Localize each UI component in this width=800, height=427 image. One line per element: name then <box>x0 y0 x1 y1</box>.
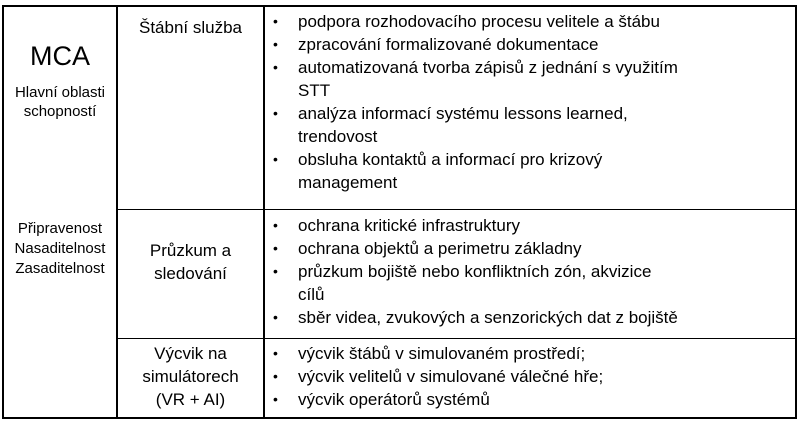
capability-preparedness: Připravenost <box>17 220 103 237</box>
bullet-icon: • <box>273 59 278 75</box>
table-row-staff-service <box>118 7 795 210</box>
list-item: • průzkum bojiště nebo konfliktních zón, akvizice cílů <box>273 262 652 304</box>
bullet-icon: • <box>273 36 278 52</box>
category-cell <box>118 7 265 209</box>
capability-deployability: Nasaditelnost <box>14 240 106 257</box>
list-item: • výcvik operátorů systémů <box>273 390 490 409</box>
category-label: (VR + AI) <box>155 390 226 409</box>
list-item: • analýza informací systému lessons learned, trendovost <box>273 104 628 146</box>
category-cell <box>118 339 265 417</box>
bullet-icon: • <box>273 105 278 121</box>
item-list <box>265 7 795 212</box>
capability-list <box>4 219 116 279</box>
list-item: • podpora rozhodovacího procesu velitele a štábu <box>273 12 660 31</box>
category-cell <box>118 210 265 338</box>
bullet-icon: • <box>273 13 278 29</box>
list-item: • automatizovaná tvorba zápisů z jednání s využitím STT <box>273 58 678 100</box>
category-label: simulátorech <box>142 367 239 386</box>
bullet-icon: • <box>273 151 278 167</box>
category-label: Štábní služba <box>138 18 242 37</box>
bullet-icon: • <box>273 217 278 233</box>
capability-table <box>2 5 797 419</box>
bullet-icon: • <box>273 391 278 407</box>
table-row-simulator-training <box>118 339 795 417</box>
list-item: • zpracování formalizované dokumentace <box>273 35 599 54</box>
mca-subtitle-line: schopností <box>23 103 97 120</box>
capability-sustainability: Zasaditelnost <box>15 260 105 277</box>
list-item: • výcvik velitelů v simulované válečné hře; <box>273 367 604 386</box>
bullet-icon: • <box>273 309 278 325</box>
bullet-icon: • <box>273 368 278 384</box>
list-item: • obsluha kontaktů a informací pro krizový management <box>273 150 603 192</box>
list-item: • výcvik štábů v simulovaném prostředí; <box>273 344 586 363</box>
item-list <box>265 339 795 420</box>
list-item: • ochrana kritické infrastruktury <box>273 216 521 235</box>
mca-title: MCA <box>30 41 90 71</box>
mca-subtitle-line: Hlavní oblasti <box>14 84 106 101</box>
bullet-icon: • <box>273 263 278 279</box>
bullet-icon: • <box>273 240 278 256</box>
item-list <box>265 210 795 342</box>
table-row-reconnaissance <box>118 210 795 339</box>
category-label: Průzkum a <box>149 241 232 260</box>
category-label: Výcvik na <box>154 344 227 363</box>
mca-subtitle <box>4 83 116 121</box>
mca-column <box>4 7 118 417</box>
list-item: • ochrana objektů a perimetru základny <box>273 239 582 258</box>
list-item: • sběr videa, zvukových a senzorických dat z bojiště <box>273 308 678 327</box>
bullet-icon: • <box>273 345 278 361</box>
category-label: sledování <box>154 264 227 283</box>
